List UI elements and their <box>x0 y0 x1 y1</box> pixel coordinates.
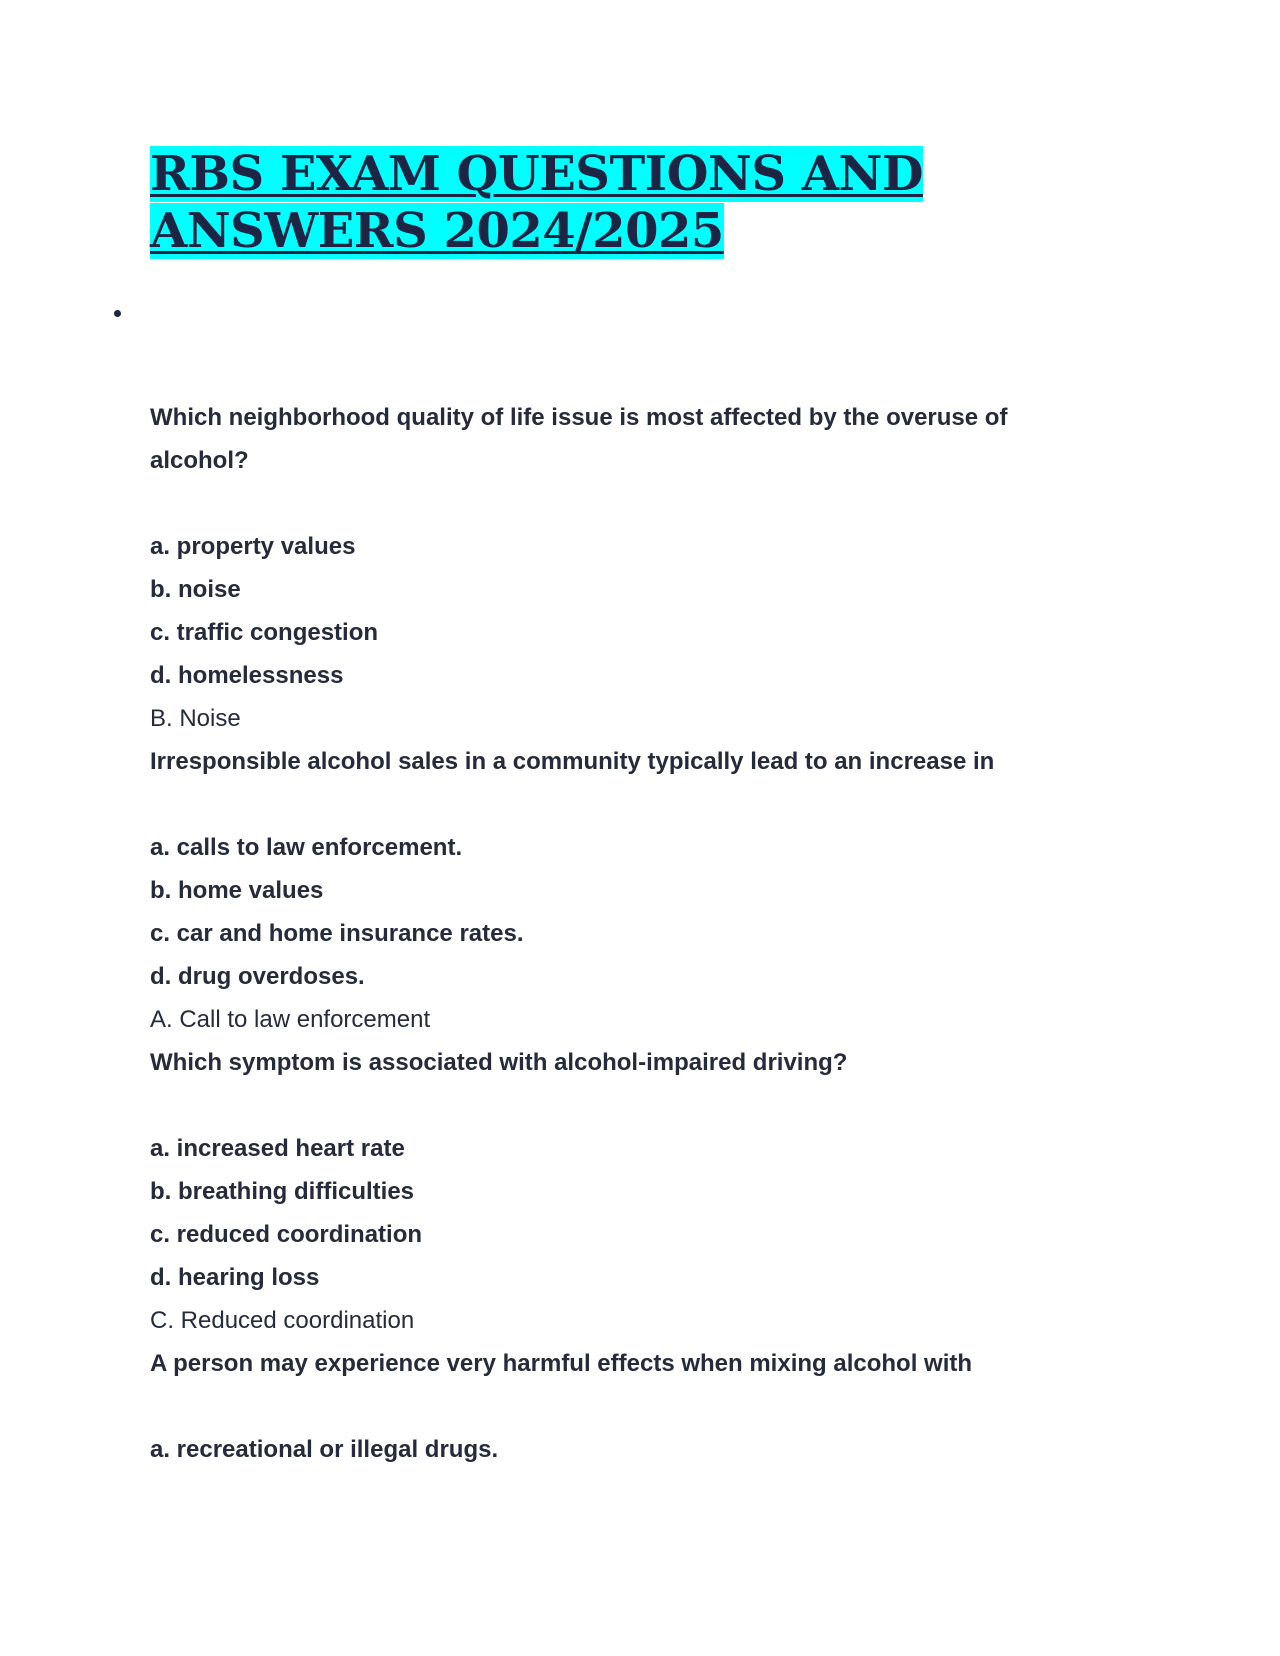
answer-text: A. Call to law enforcement <box>150 1006 431 1033</box>
options-list <box>150 1428 1100 1471</box>
option-item: a. property values <box>150 533 356 560</box>
answer-text: C. Reduced coordination <box>150 1307 415 1334</box>
option-item: a. calls to law enforcement. <box>150 834 463 861</box>
question-text: Which symptom is associated with alcohol-impaired driving? <box>150 1049 848 1076</box>
option-item: a. increased heart rate <box>150 1135 405 1162</box>
option-item: c. reduced coordination <box>150 1221 423 1248</box>
question-text: Irresponsible alcohol sales in a community typically lead to an increase in <box>150 748 995 775</box>
options-list <box>150 826 1100 998</box>
question-text: A person may experience very harmful effects when mixing alcohol with <box>150 1350 973 1377</box>
question-block <box>150 1342 1100 1471</box>
question-block <box>150 396 1100 740</box>
option-item: b. noise <box>150 576 241 603</box>
option-item: a. recreational or illegal drugs. <box>150 1436 499 1463</box>
question-block <box>150 740 1100 1041</box>
question-text: Which neighborhood quality of life issue is most affected by the overuse of alcohol? <box>150 404 1008 474</box>
option-item: b. breathing difficulties <box>150 1178 415 1205</box>
bullet-point <box>114 310 121 317</box>
questions-container <box>150 396 1100 1471</box>
options-list <box>150 525 1100 697</box>
option-item: d. drug overdoses. <box>150 963 365 990</box>
option-item: c. car and home insurance rates. <box>150 920 524 947</box>
question-block <box>150 1041 1100 1342</box>
options-list <box>150 1127 1100 1299</box>
title-line-2: ANSWERS 2024/2025 <box>150 203 724 259</box>
title-line-1: RBS EXAM QUESTIONS AND <box>150 146 923 202</box>
option-item: d. hearing loss <box>150 1264 320 1291</box>
option-item: c. traffic congestion <box>150 619 379 646</box>
option-item: d. homelessness <box>150 662 344 689</box>
answer-text: B. Noise <box>150 705 241 732</box>
document-title <box>150 146 1150 260</box>
option-item: b. home values <box>150 877 324 904</box>
